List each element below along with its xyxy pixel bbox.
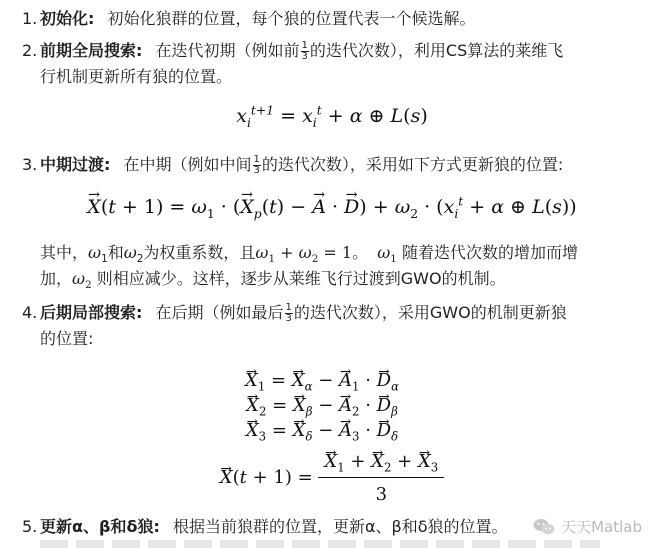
list-item-1 <box>22 6 652 32</box>
formula-gwo-update: → $X_1$ = → $X_\alpha$ − → $A_1$ · → $D_\alpha$ → $X_2$ = → $X_\beta$ − → $A_2$ · → $D_\beta$ → $X_3$ = → $X_\delta$ − → $A_3$ · → $D_\delta$ → X(t + 1) = → $\frac{X_1 + \to X_2 + \to X_3}{3}$ <box>0 368 664 507</box>
item-number: 3. <box>22 155 38 174</box>
item-text: 初始化狼群的位置，每个狼的位置代表一个候选解。 <box>107 9 476 28</box>
item-title: 后期局部搜索: <box>40 303 143 322</box>
item-text-post: 的迭代次数），采用如下方式更新狼的位置: <box>261 155 564 174</box>
item-title: 初始化: <box>40 9 95 28</box>
formula-levy-update: $x_i^{t+1} = x_i^t + \alpha$ ⊕ L(s) <box>236 103 428 130</box>
item-title: 中期过渡: <box>40 155 111 174</box>
item-text-line2: 行机制更新所有狼的位置。 <box>40 67 233 86</box>
formula-transition-update: → $X(t + 1) = \omega_1$ · (→ $X_p(t)$ − → A · → $D) + \omega_2 \cdot (x_i^t + \alpha$ ⊕ L(s)) <box>0 196 664 218</box>
fraction-one-third: $\frac{1}{3}$ <box>253 154 260 176</box>
cropped-next-line <box>40 540 600 548</box>
item-number: 2. <box>22 41 38 60</box>
fraction-one-third: $\frac{1}{3}$ <box>301 40 308 62</box>
item-title: 前期全局搜索: <box>40 41 143 60</box>
item-text-pre: 在中期（例如中间 <box>123 155 252 174</box>
list-item-2 <box>22 38 652 90</box>
item-number: 4. <box>22 303 38 322</box>
list-item-4 <box>22 300 652 352</box>
wechat-icon <box>533 518 555 536</box>
item-title: 更新α、β和δ狼: <box>40 517 160 536</box>
item-text-post: 的迭代次数），利用CS算法的莱维飞 <box>309 41 564 60</box>
watermark <box>533 516 642 537</box>
item-text: 根据当前狼群的位置，更新α、β和δ狼的位置。 <box>172 517 508 536</box>
item-text-pre: 在后期（例如最后 <box>155 303 284 322</box>
fraction-one-third: $\frac{1}{3}$ <box>285 302 292 324</box>
item-number: 1. <box>22 9 38 28</box>
watermark-text: 天天Matlab <box>561 518 642 536</box>
item-text-pre: 在迭代初期（例如前 <box>155 41 300 60</box>
weight-explanation: 其中，$\omega_1$和$\omega_2$为权重系数，且$\omega_1 + \omega_2 = 1$。 $\omega_1$ 随着迭代次数的增加而增 加，$\omega_2$ 则相应减少。这样，逐步从莱维飞行过渡到GWO的机制。 <box>40 243 578 292</box>
item-text-post: 的迭代次数），采用GWO的机制更新狼 <box>293 303 567 322</box>
item-text-line2: 的位置: <box>40 329 94 348</box>
list-item-3 <box>22 152 652 178</box>
item-number: 5. <box>22 517 38 536</box>
